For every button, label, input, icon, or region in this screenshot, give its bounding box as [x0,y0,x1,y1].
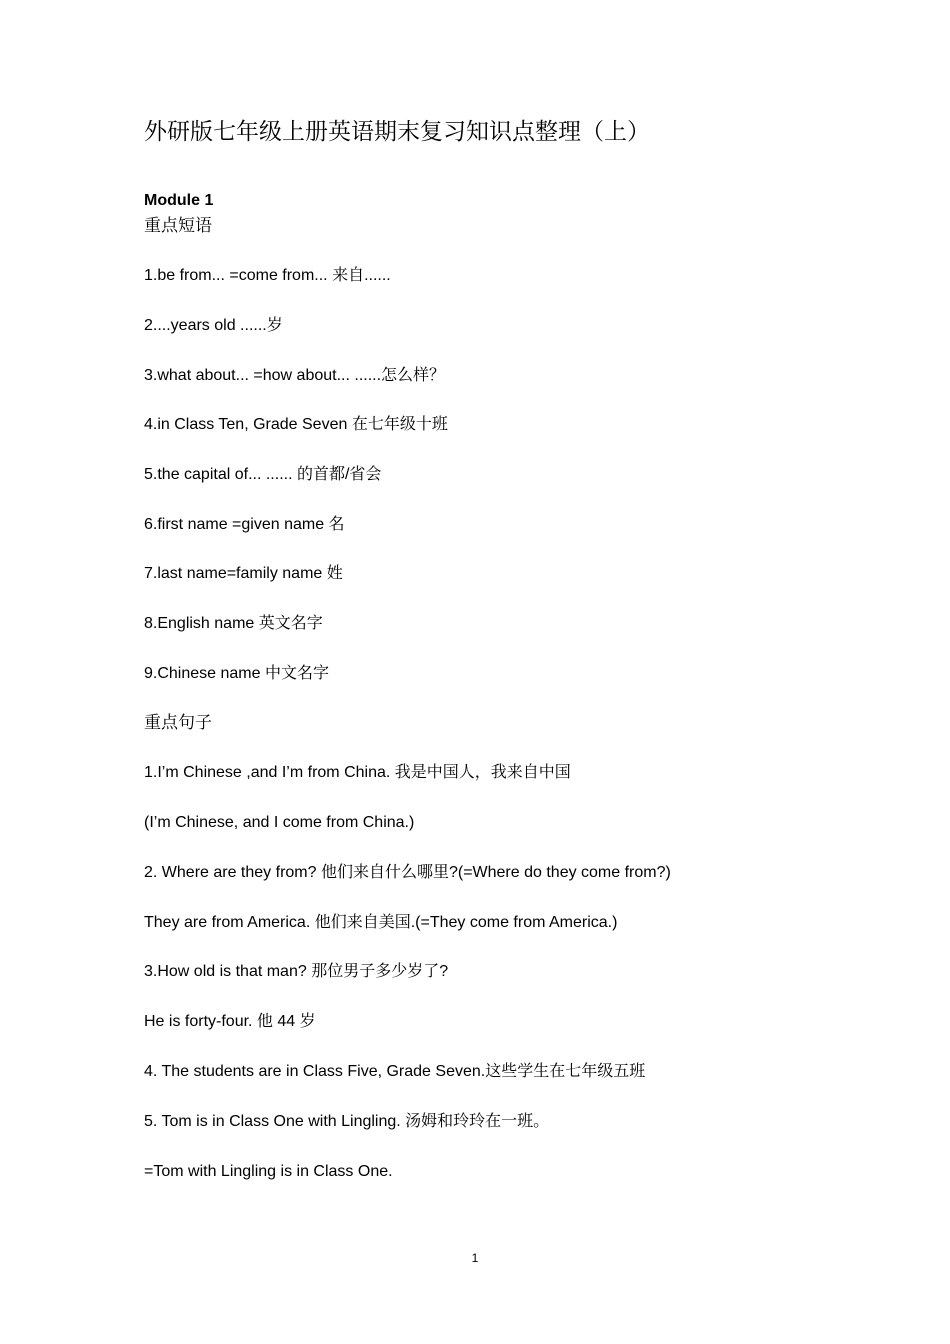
sentence-item-1: 1.I’m Chinese ,and I’m from China. 我是中国人，我来自中国 [144,764,571,781]
sentence-item-3: 3.How old is that man? 那位男子多少岁了? [144,963,449,980]
phrase-item-7: 7.last name=family name 姓 [144,565,343,582]
sentence-item-2-answer: They are from America. 他们来自美国.(=They come from America.) [144,914,618,931]
phrase-item-1: 1.be from... =come from... 来自...... [144,267,391,284]
sentence-item-4: 4. The students are in Class Five, Grade Seven.这些学生在七年级五班 [144,1063,646,1080]
phrase-item-9: 9.Chinese name 中文名字 [144,665,329,682]
module-heading: Module 1 [144,192,214,209]
phrase-item-3: 3.what about... =how about... ......怎么样？ [144,367,446,384]
document-title: 外研版七年级上册英语期末复习知识点整理（上） [144,119,650,145]
sentences-section-heading: 重点句子 [144,713,212,733]
phrase-item-4: 4.in Class Ten, Grade Seven 在七年级十班 [144,416,448,433]
sentence-item-3-answer: He is forty-four. 他 44 岁 [144,1013,316,1030]
sentence-item-5: 5. Tom is in Class One with Lingling. 汤姆和玲玲在一班。 [144,1113,550,1130]
sentence-item-1-alt: (I’m Chinese, and I come from China.) [144,814,415,831]
sentence-item-5-alt: =Tom with Lingling is in Class One. [144,1163,393,1180]
phrase-item-8: 8.English name 英文名字 [144,615,323,632]
page-number: 1 [471,1251,479,1265]
phrases-section-heading: 重点短语 [144,216,212,236]
phrase-item-6: 6.first name =given name 名 [144,516,345,533]
phrase-item-5: 5.the capital of... ...... 的首都/省会 [144,466,382,483]
phrase-item-2: 2....years old ......岁 [144,317,283,334]
sentence-item-2: 2. Where are they from? 他们来自什么哪里?(=Where do they come from?) [144,864,671,881]
